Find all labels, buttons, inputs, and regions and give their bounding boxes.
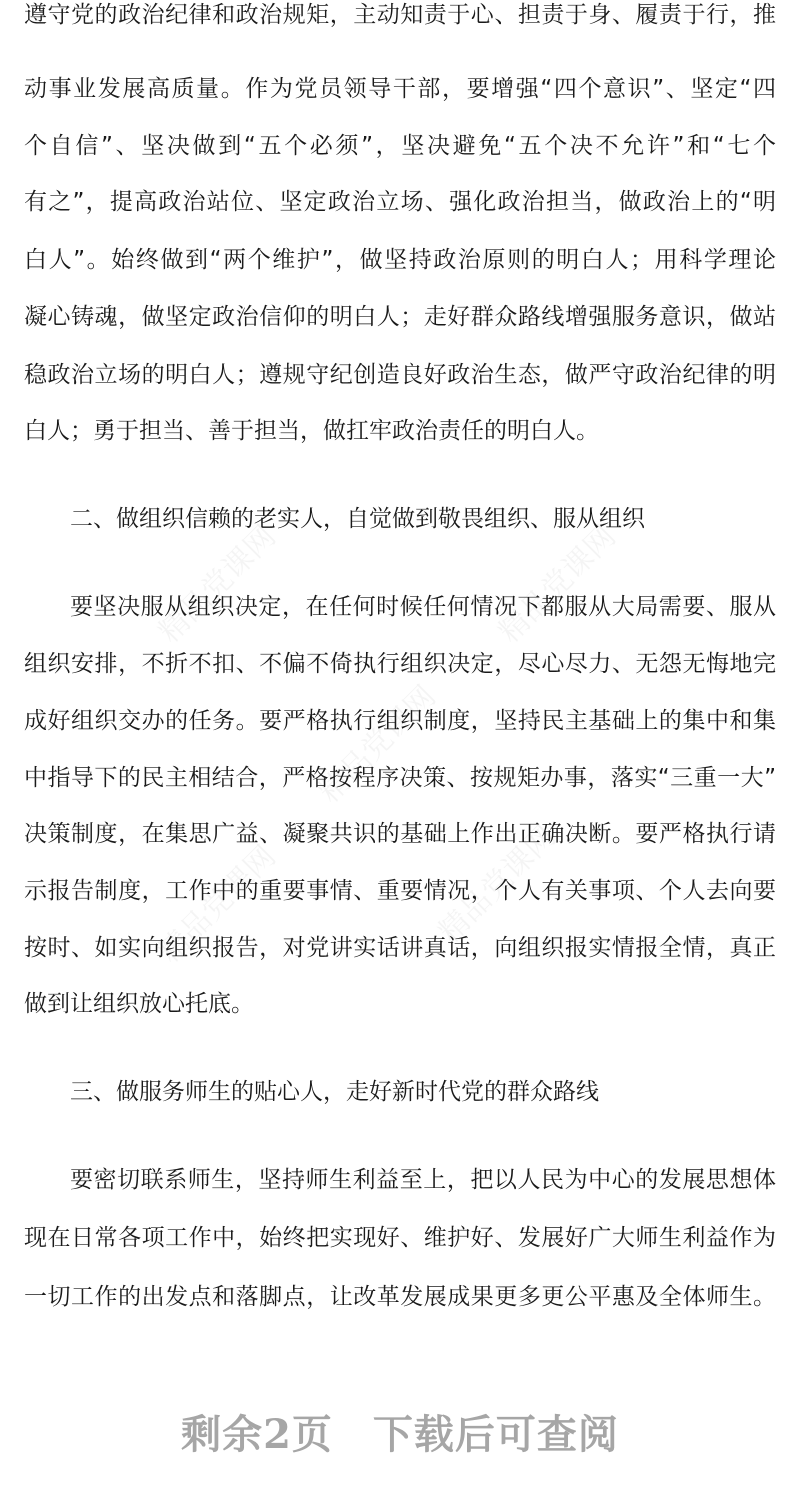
- text-line: 白人；勇于担当、善于担当，做扛牢政治责任的明白人。: [24, 418, 599, 444]
- text-line: 遵守党的政治纪律和政治规矩，主动知责于心、担责于身、履责于行，推: [24, 2, 776, 28]
- section-heading-2: 二、做组织信赖的老实人，自觉做到敬畏组织、服从组织: [70, 506, 645, 532]
- text-line: 有之”，提高政治站位、坚定政治立场、强化政治担当，做政治上的“明: [24, 189, 776, 215]
- text-line: 示报告制度，工作中的重要事情、重要情况，个人有关事项、个人去向要: [24, 878, 776, 904]
- text-line: 白人”。始终做到“两个维护”，做坚持政治原则的明白人；用科学理论: [24, 247, 776, 273]
- text-line: 要密切联系师生，坚持师生利益至上，把以人民为中心的发展思想体: [70, 1167, 776, 1193]
- remaining-pages-text: 剩余2页: [181, 1411, 333, 1458]
- text-line: 做到让组织放心托底。: [24, 991, 254, 1017]
- section-heading-3: 三、做服务师生的贴心人，走好新时代党的群众路线: [70, 1079, 599, 1105]
- text-line: 要坚决服从组织决定，在任何时候任何情况下都服从大局需要、服从: [70, 594, 776, 620]
- text-line: 一切工作的出发点和落脚点，让改革发展成果更多更公平惠及全体师生。: [24, 1284, 776, 1310]
- text-line: 组织安排，不折不扣、不偏不倚执行组织决定，尽心尽力、无怨无悔地完: [24, 651, 776, 677]
- text-line: 按时、如实向组织报告，对党讲实话讲真话，向组织报实情报全情，真正: [24, 935, 776, 961]
- download-to-view-text[interactable]: 下载后可查阅: [372, 1411, 619, 1458]
- text-line: 稳政治立场的明白人；遵规守纪创造良好政治生态，做严守政治纪律的明: [24, 362, 776, 388]
- text-line: 成好组织交办的任务。要严格执行组织制度，坚持民主基础上的集中和集: [24, 708, 776, 734]
- text-line: 现在日常各项工作中，始终把实现好、维护好、发展好广大师生利益作为: [24, 1225, 776, 1251]
- text-line: 中指导下的民主相结合，严格按程序决策、按规矩办事，落实“三重一大”: [24, 765, 776, 791]
- text-line: 凝心铸魂，做坚定政治信仰的明白人；走好群众路线增强服务意识，做站: [24, 304, 776, 330]
- text-line: 动事业发展高质量。作为党员领导干部，要增强“四个意识”、坚定“四: [24, 76, 776, 102]
- text-line: 个自信”、坚决做到“五个必须”，坚决避免“五个决不允许”和“七个: [24, 133, 776, 159]
- text-line: 决策制度，在集思广益、凝聚共识的基础上作出正确决断。要严格执行请: [24, 821, 776, 847]
- download-prompt[interactable]: [0, 1403, 800, 1460]
